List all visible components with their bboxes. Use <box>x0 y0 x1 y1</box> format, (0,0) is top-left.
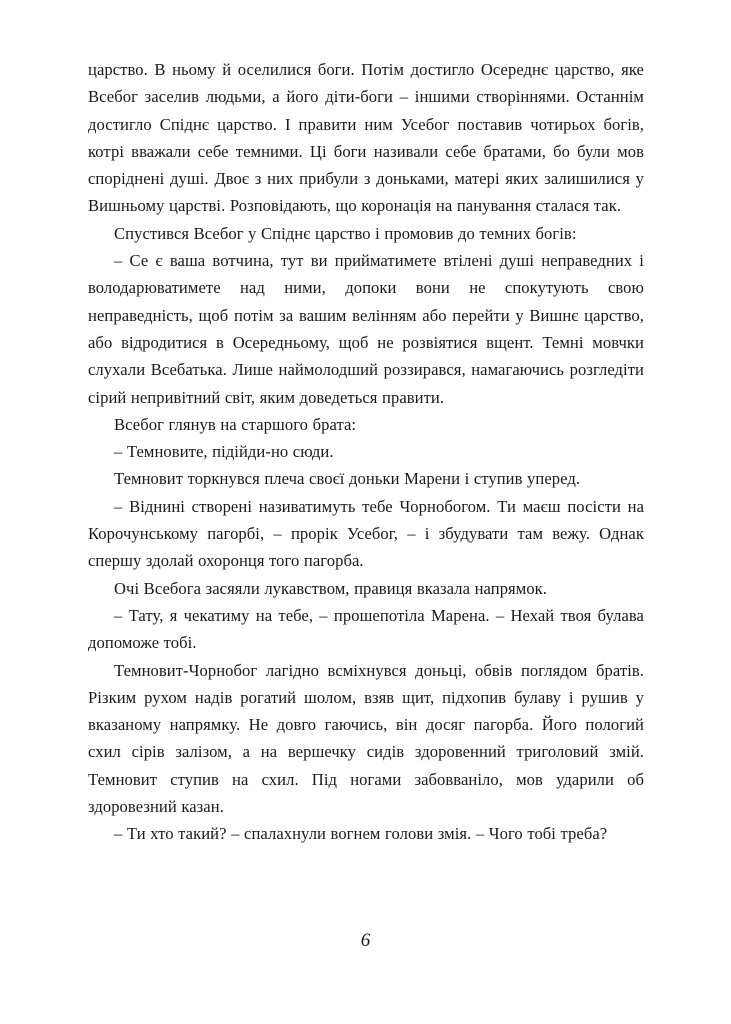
page-text-block <box>88 56 644 848</box>
paragraph: царство. В ньому й оселилися боги. Потім достигло Осереднє царство, яке Всебог заселив людьми, а його діти-боги – іншими створіннями. Останнім достигло Спіднє царство. І правити ним Усебог поставив чотирьох богів, котрі вважали себе темними. Ці боги називали себе братами, бо були мов споріднені душі. Двоє з них прибули з доньками, матері яких залишилися у Вишньому царстві. Розповідають, що коронація на панування сталася так. <box>88 60 644 216</box>
paragraph: – Тату, я чекатиму на тебе, – прошепотіла Марена. – Нехай твоя булава допоможе тобі. <box>88 605 644 653</box>
paragraph: Спустився Всебог у Спіднє царство і промовив до темних богів: <box>114 223 577 243</box>
paragraph: – Ти хто такий? – спалахнули вогнем голови змія. – Чого тобі треба? <box>114 824 608 844</box>
page-number: 6 <box>360 930 371 951</box>
paragraph: – Се є ваша вотчина, тут ви прийматимете втілені душі неправедних і володарюватимете над ними, допоки вони не спокутують свою неправедність, щоб потім за вашим велінням або перейти у Вишнє царство, або відродитися в Осередньому, щоб не розвіятися вщент. Темні мовчки слухали Всебатька. Лише наймолодший роззирався, намагаючись розгледіти сірий непривітний світ, яким доведеться правити. <box>88 251 644 407</box>
paragraph: Темновит торкнувся плеча своєї доньки Марени і ступив уперед. <box>114 469 581 489</box>
paragraph: – Темновите, підійди-но сюди. <box>114 442 334 462</box>
paragraph: – Віднині створені називатимуть тебе Чорнобогом. Ти маєш посісти на Корочунському пагорбі, – прорік Усебог, – і збудувати там вежу. Однак спершу здолай охоронця того пагорба. <box>88 496 644 571</box>
paragraph: Темновит-Чорнобог лагідно всміхнувся доньці, обвів поглядом братів. Різким рухом надів рогатий шолом, взяв щит, підхопив булаву і рушив у вказаному напрямку. Не довго гаючись, він досяг пагорба. Його пологий схил сірів залізом, а на вершечку сидів здоровенний триголовий змій. Темновит ступив на схил. Під ногами забовваніло, мов ударили об здоровезний казан. <box>88 660 644 817</box>
paragraph: Очі Всебога засяяли лукавством, правиця вказала напрямок. <box>114 578 548 598</box>
paragraph: Всебог глянув на старшого брата: <box>114 414 357 434</box>
